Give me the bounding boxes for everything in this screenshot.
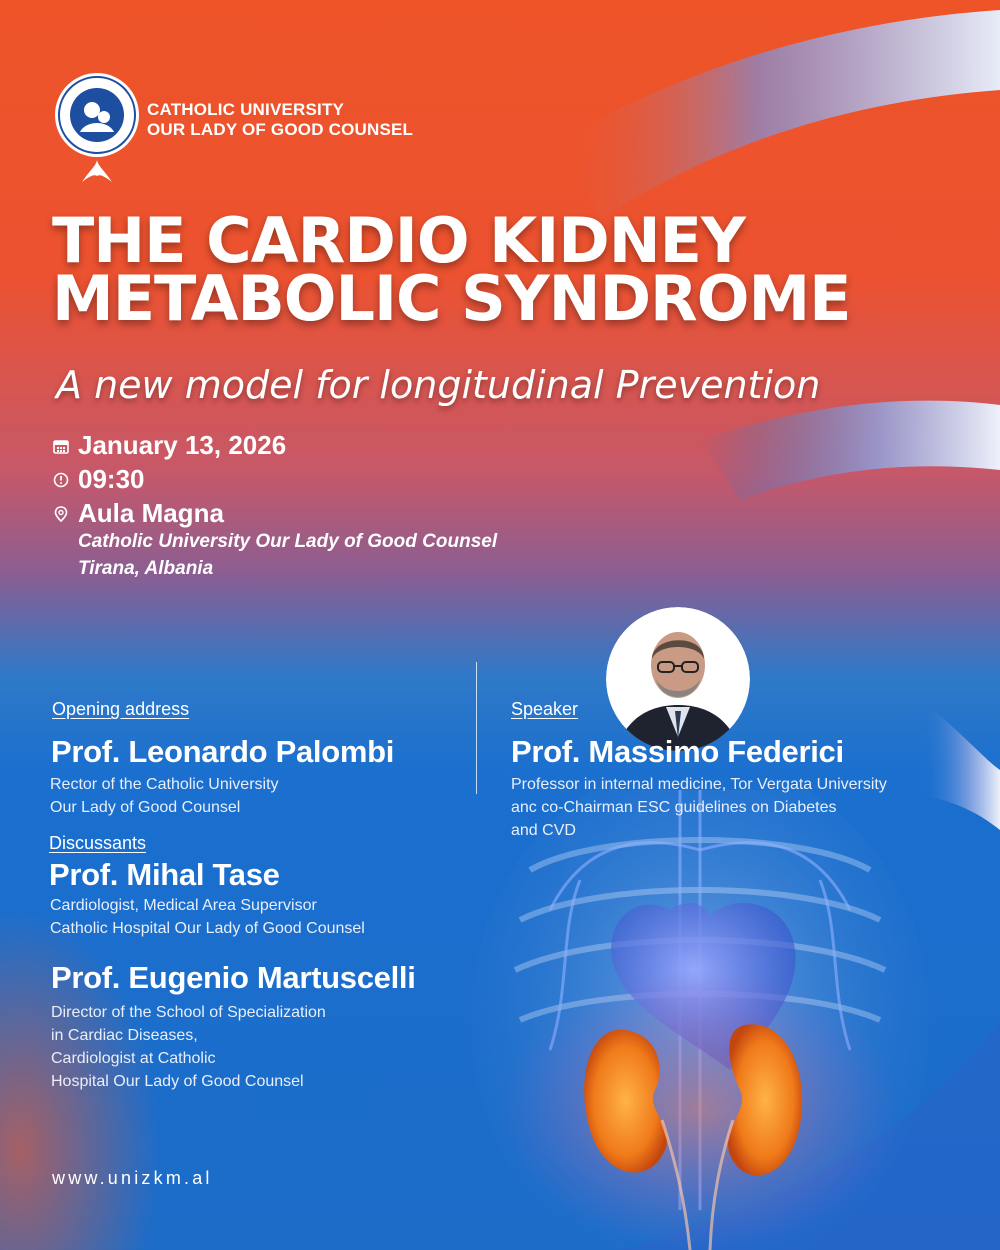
event-venue-line2: Catholic University Our Lady of Good Counsel [78, 531, 498, 552]
speaker-desc-line: and CVD [511, 822, 576, 839]
event-date-row [52, 430, 286, 461]
opening-desc-line: Rector of the Catholic University [50, 776, 279, 793]
event-venue-row [52, 498, 224, 529]
speaker-desc-line: Professor in internal medicine, Tor Vergata University [511, 776, 887, 793]
speaker-desc-line: anc co-Chairman ESC guidelines on Diabetes [511, 799, 837, 816]
speaker-photo [606, 607, 750, 751]
speaker-desc [511, 773, 887, 842]
speaker-role-label: Speaker [511, 699, 579, 719]
discussants-role-label: Discussants [49, 833, 147, 853]
discussant-desc-line: Catholic Hospital Our Lady of Good Counsel [50, 920, 365, 937]
website-link[interactable]: www.unizkm.al [52, 1168, 213, 1188]
discussant-desc [50, 894, 365, 940]
discussant-name: Prof. Mihal Tase [49, 857, 280, 892]
university-name-line1: CATHOLIC UNIVERSITY [147, 100, 345, 119]
clock-icon [52, 471, 70, 489]
calendar-icon [52, 437, 70, 455]
location-pin-icon [52, 505, 70, 523]
university-name-line2: OUR LADY OF GOOD COUNSEL [147, 120, 414, 139]
event-title [52, 204, 972, 335]
opening-role-label: Opening address [52, 699, 190, 719]
opening-name: Prof. Leonardo Palombi [51, 734, 395, 769]
discussant-desc-line: Cardiologist at Catholic [51, 1050, 216, 1067]
event-title-line1: THE CARDIO KIDNEY [52, 204, 745, 277]
university-logo [52, 70, 142, 190]
opening-desc [50, 773, 279, 819]
discussant-desc [51, 1001, 326, 1093]
speaker-name: Prof. Massimo Federici [511, 734, 844, 769]
opening-desc-line: Our Lady of Good Counsel [50, 799, 241, 816]
discussant-desc-line: Director of the School of Specialization [51, 1004, 326, 1021]
event-title-line2: METABOLIC SYNDROME [52, 262, 851, 335]
discussant-desc-line: in Cardiac Diseases, [51, 1027, 198, 1044]
university-name [147, 100, 413, 140]
anatomy-illustration [400, 790, 1000, 1250]
event-venue: Aula Magna [78, 498, 224, 528]
event-venue-line3: Tirana, Albania [78, 558, 214, 579]
discussant-name: Prof. Eugenio Martuscelli [51, 960, 416, 995]
event-time: 09:30 [78, 464, 145, 494]
event-date: January 13, 2026 [78, 430, 287, 460]
event-time-row [52, 464, 145, 495]
discussant-desc-line: Hospital Our Lady of Good Counsel [51, 1073, 304, 1090]
discussant-desc-line: Cardiologist, Medical Area Supervisor [50, 897, 317, 914]
event-subtitle: A new model for longitudinal Prevention [56, 363, 821, 407]
column-divider [476, 662, 477, 794]
